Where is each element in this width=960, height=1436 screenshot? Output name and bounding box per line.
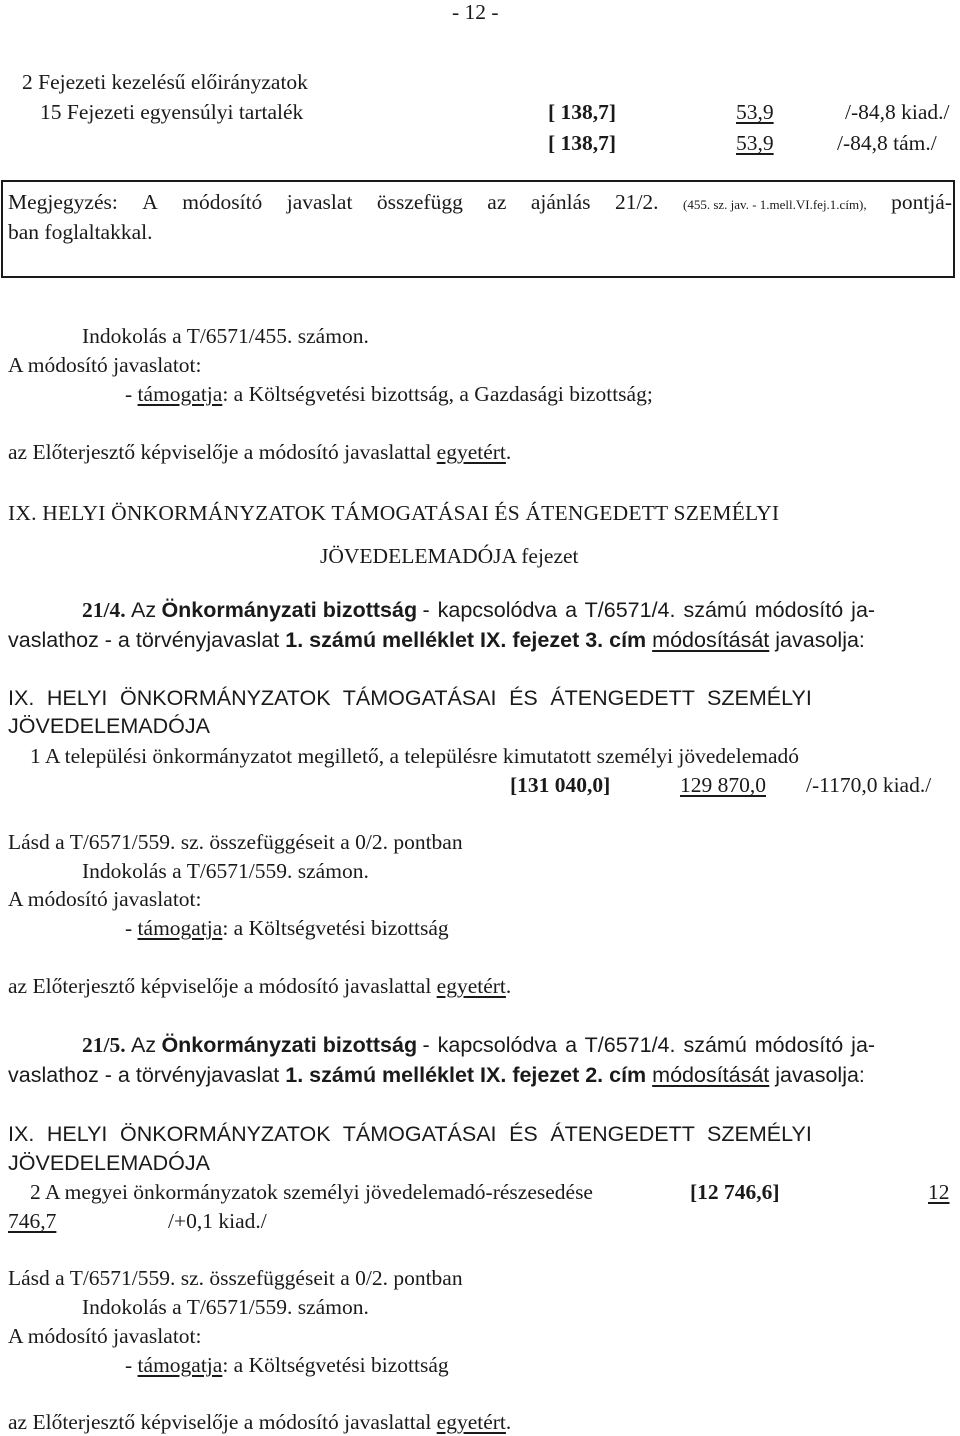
support-keyword: támogatja (137, 1353, 223, 1377)
note-word: módosító (182, 190, 263, 214)
justification: Indokolás a T/6571/559. számon. (82, 859, 369, 883)
change-value: /-84,8 kiad./ (845, 100, 950, 124)
proposal-label: A módosító javaslatot: (8, 1324, 202, 1348)
amount-value: 746,7 (8, 1209, 57, 1233)
note-word: pontjá- (891, 190, 952, 214)
note-word: összefügg (376, 190, 463, 214)
presenter-line: az Előterjesztő képviselője a módosító javaslattal egyetért. (8, 440, 512, 464)
amount-value: 53,9 (736, 131, 774, 155)
amount-value: 129 870,0 (680, 773, 766, 797)
note-word: az (487, 190, 507, 214)
note-line: ban foglaltakkal. (8, 220, 153, 244)
budget-row-label: 2 A megyei önkormányzatok személyi jövedelemadó-részesedése (30, 1180, 593, 1204)
bracket-value: [12 746,6] (690, 1180, 780, 1204)
committee-name: Önkormányzati bizottság (161, 598, 418, 622)
item-number: 21/4. (82, 598, 126, 622)
presenter-line: az Előterjesztő képviselője a módosító javaslattal egyetért. (8, 1410, 512, 1434)
note-word: Megjegyzés: (8, 190, 118, 214)
proposal-label: A módosító javaslatot: (8, 353, 202, 377)
proposal-label: A módosító javaslatot: (8, 887, 202, 911)
note-word: A (142, 190, 158, 214)
support-line: - támogatja: a Költségvetési bizottság, a Gazdasági bizottság; (125, 382, 653, 406)
justification: Indokolás a T/6571/559. számon. (82, 1295, 369, 1319)
section-heading: IX. HELYI ÖNKORMÁNYZATOK TÁMOGATÁSAI ÉS ÁTENGEDETT SZEMÉLYI (8, 1122, 812, 1146)
bracket-value: [ 138,7] (548, 131, 617, 155)
item-header: 21/4. Az Önkormányzati bizottság - kapcsolódva a T/6571/4. számú módosító ja- (82, 598, 876, 622)
item-number: 21/5. (82, 1033, 126, 1057)
change-value: /-84,8 tám./ (837, 131, 937, 155)
justification: Indokolás a T/6571/455. számon. (82, 324, 369, 348)
support-keyword: támogatja (137, 916, 223, 940)
change-value: /-1170,0 kiad./ (806, 773, 932, 797)
bracket-value: [131 040,0] (510, 773, 611, 797)
budget-row-label: 1 A települési önkormányzatot megillető, a településre kimutatott személyi jövedelemadó (30, 744, 800, 768)
note-reference: (455. sz. jav. - 1.mell.VI.fej.1.cím), (683, 197, 867, 212)
item-header: 21/5. Az Önkormányzati bizottság - kapcsolódva a T/6571/4. számú módosító ja- (82, 1033, 876, 1057)
agree-keyword: egyetért (436, 440, 506, 464)
agree-keyword: egyetért (436, 1410, 506, 1434)
chapter-heading-sub: JÖVEDELEMADÓJA fejezet (320, 544, 579, 568)
note-word: 21/2. (614, 190, 659, 214)
agree-keyword: egyetért (436, 974, 506, 998)
item-label: 15 Fejezeti egyensúlyi tartalék (40, 100, 304, 124)
note-word: ajánlás (530, 190, 591, 214)
amount-value: 53,9 (736, 100, 774, 124)
section-heading: JÖVEDELEMADÓJA (8, 1151, 210, 1175)
reference-line: Lásd a T/6571/559. sz. összefüggéseit a 0/2. pontban (8, 830, 463, 854)
change-value: /+0,1 kiad./ (168, 1209, 267, 1233)
chapter-heading: IX. HELYI ÖNKORMÁNYZATOK TÁMOGATÁSAI ÉS ÁTENGEDETT SZEMÉLYI (8, 501, 780, 525)
support-line: - támogatja: a Költségvetési bizottság (125, 916, 449, 940)
support-line: - támogatja: a Költségvetési bizottság (125, 1353, 449, 1377)
note-line (8, 192, 952, 214)
support-keyword: támogatja (137, 382, 223, 406)
section-heading: JÖVEDELEMADÓJA (8, 714, 210, 738)
section-heading: IX. HELYI ÖNKORMÁNYZATOK TÁMOGATÁSAI ÉS ÁTENGEDETT SZEMÉLYI (8, 686, 812, 710)
bracket-value: [ 138,7] (548, 100, 617, 124)
presenter-line: az Előterjesztő képviselője a módosító javaslattal egyetért. (8, 974, 512, 998)
reference-line: Lásd a T/6571/559. sz. összefüggéseit a 0/2. pontban (8, 1266, 463, 1290)
amount-value: 12 (928, 1180, 950, 1204)
item-header-line2: vaslathoz - a törvényjavaslat 1. számú melléklet IX. fejezet 3. cím módosítását javasolja: (8, 628, 865, 652)
note-word: javaslat (286, 190, 353, 214)
item-header-line2: vaslathoz - a törvényjavaslat 1. számú melléklet IX. fejezet 2. cím módosítását javasolja: (8, 1063, 865, 1087)
block-heading: 2 Fejezeti kezelésű előirányzatok (22, 70, 308, 94)
page-number: - 12 - (452, 0, 499, 24)
committee-name: Önkormányzati bizottság (161, 1033, 418, 1057)
